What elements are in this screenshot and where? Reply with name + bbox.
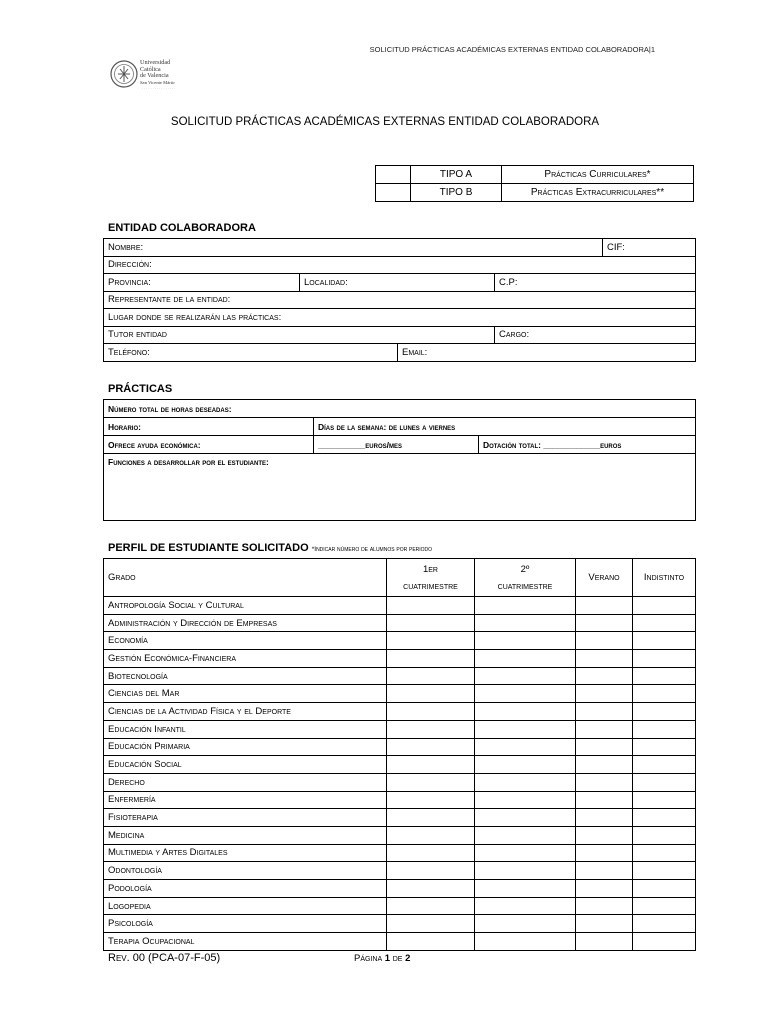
- grado-indistinto-cell[interactable]: [633, 915, 696, 933]
- university-seal-icon: [110, 58, 138, 90]
- col-verano: Verano: [576, 559, 633, 597]
- grado-indistinto-cell[interactable]: [633, 632, 696, 650]
- grado-segundo-cuatrimestre-cell[interactable]: [475, 614, 576, 632]
- grado-verano-cell[interactable]: [576, 862, 633, 880]
- grado-name: Derecho: [104, 773, 387, 791]
- grado-verano-cell[interactable]: [576, 756, 633, 774]
- grado-segundo-cuatrimestre-cell[interactable]: [475, 597, 576, 615]
- grado-segundo-cuatrimestre-cell[interactable]: [475, 738, 576, 756]
- perfil-table: [103, 558, 696, 951]
- grado-segundo-cuatrimestre-cell[interactable]: [475, 703, 576, 721]
- grado-segundo-cuatrimestre-cell[interactable]: [475, 809, 576, 827]
- grado-indistinto-cell[interactable]: [633, 650, 696, 668]
- euros-mes-field[interactable]: __________euros/mes: [314, 436, 479, 454]
- horario-field[interactable]: Horario:: [104, 418, 314, 436]
- grado-row: [104, 809, 696, 827]
- grado-name: Educación Infantil: [104, 720, 387, 738]
- grado-row: [104, 685, 696, 703]
- grado-primer-cuatrimestre-cell[interactable]: [387, 685, 475, 703]
- tipo-code: TIPO B: [411, 184, 502, 202]
- tipo-row: [376, 166, 694, 184]
- localidad-field[interactable]: Localidad:: [300, 274, 495, 292]
- grado-verano-cell[interactable]: [576, 933, 633, 951]
- grado-indistinto-cell[interactable]: [633, 933, 696, 951]
- grado-primer-cuatrimestre-cell[interactable]: [387, 756, 475, 774]
- grado-indistinto-cell[interactable]: [633, 862, 696, 880]
- grado-indistinto-cell[interactable]: [633, 597, 696, 615]
- grado-name: Psicología: [104, 915, 387, 933]
- grado-name: Gestión Económica-Financiera: [104, 650, 387, 668]
- grado-verano-cell[interactable]: [576, 685, 633, 703]
- grado-segundo-cuatrimestre-cell[interactable]: [475, 650, 576, 668]
- grado-segundo-cuatrimestre-cell[interactable]: [475, 791, 576, 809]
- grado-segundo-cuatrimestre-cell[interactable]: [475, 880, 576, 898]
- entidad-heading: ENTIDAD COLABORADORA: [108, 222, 256, 234]
- grado-indistinto-cell[interactable]: [633, 897, 696, 915]
- tutor-field[interactable]: Tutor entidad: [104, 326, 495, 344]
- grado-name: Economía: [104, 632, 387, 650]
- logo-text: Universidad Católica de Valencia San Vicente Mártir: [140, 59, 175, 85]
- grado-verano-cell[interactable]: [576, 632, 633, 650]
- grado-primer-cuatrimestre-cell[interactable]: [387, 632, 475, 650]
- grado-row: [104, 933, 696, 951]
- grado-verano-cell[interactable]: [576, 650, 633, 668]
- grado-row: [104, 720, 696, 738]
- grado-row: [104, 650, 696, 668]
- grado-row: [104, 703, 696, 721]
- grado-indistinto-cell[interactable]: [633, 773, 696, 791]
- grado-indistinto-cell[interactable]: [633, 791, 696, 809]
- grado-row: [104, 844, 696, 862]
- grado-row: [104, 632, 696, 650]
- tipo-desc: Prácticas Extracurriculares**: [502, 184, 694, 202]
- grado-verano-cell[interactable]: [576, 703, 633, 721]
- grado-row: [104, 614, 696, 632]
- tipo-code: TIPO A: [411, 166, 502, 184]
- grado-name: Ciencias del Mar: [104, 685, 387, 703]
- grado-row: [104, 667, 696, 685]
- grado-segundo-cuatrimestre-cell[interactable]: [475, 756, 576, 774]
- grado-verano-cell[interactable]: [576, 773, 633, 791]
- grado-primer-cuatrimestre-cell[interactable]: [387, 880, 475, 898]
- grado-indistinto-cell[interactable]: [633, 720, 696, 738]
- practicas-table: [103, 399, 696, 521]
- grado-primer-cuatrimestre-cell[interactable]: [387, 897, 475, 915]
- grado-primer-cuatrimestre-cell[interactable]: [387, 703, 475, 721]
- footer-revision: Rev. 00 (PCA-07-F-05): [108, 952, 221, 964]
- perfil-note: *Indicar número de alumnos por periodo: [311, 546, 433, 553]
- grado-indistinto-cell[interactable]: [633, 756, 696, 774]
- grado-segundo-cuatrimestre-cell[interactable]: [475, 915, 576, 933]
- grado-row: [104, 738, 696, 756]
- grado-row: [104, 597, 696, 615]
- grado-name: Medicina: [104, 826, 387, 844]
- grado-name: Antropología Social y Cultural: [104, 597, 387, 615]
- grado-name: Educación Primaria: [104, 738, 387, 756]
- col-primer-cuatrimestre: 1er cuatrimestre: [387, 559, 475, 597]
- grado-verano-cell[interactable]: [576, 826, 633, 844]
- grado-name: Logopedia: [104, 897, 387, 915]
- grado-indistinto-cell[interactable]: [633, 685, 696, 703]
- grado-primer-cuatrimestre-cell[interactable]: [387, 791, 475, 809]
- grado-verano-cell[interactable]: [576, 738, 633, 756]
- grado-indistinto-cell[interactable]: [633, 809, 696, 827]
- grado-primer-cuatrimestre-cell[interactable]: [387, 826, 475, 844]
- grado-name: Educación Social: [104, 756, 387, 774]
- telefono-field[interactable]: Teléfono:: [104, 344, 398, 362]
- document-title: SOLICITUD PRÁCTICAS ACADÉMICAS EXTERNAS ENTIDAD COLABORADORA: [170, 116, 600, 128]
- grado-row: [104, 862, 696, 880]
- representante-field[interactable]: Representante de la entidad:: [104, 291, 696, 309]
- footer-page: Página 1 de 2: [354, 953, 411, 964]
- grado-segundo-cuatrimestre-cell[interactable]: [475, 897, 576, 915]
- provincia-field[interactable]: Provincia:: [104, 274, 300, 292]
- grado-name: Biotecnología: [104, 667, 387, 685]
- lugar-field[interactable]: Lugar donde se realizarán las prácticas:: [104, 309, 696, 327]
- grado-indistinto-cell[interactable]: [633, 667, 696, 685]
- tipo-row: [376, 184, 694, 202]
- col-grado: Grado: [104, 559, 387, 597]
- dias-field[interactable]: Días de la semana: de lunes a viernes: [314, 418, 696, 436]
- col-indistinto: Indistinto: [633, 559, 696, 597]
- grado-segundo-cuatrimestre-cell[interactable]: [475, 844, 576, 862]
- grado-verano-cell[interactable]: [576, 667, 633, 685]
- grado-row: [104, 915, 696, 933]
- dotacion-field[interactable]: Dotación total: ____________euros: [479, 436, 696, 454]
- grado-primer-cuatrimestre-cell[interactable]: [387, 862, 475, 880]
- tipo-check-cell[interactable]: [376, 184, 411, 202]
- direccion-field[interactable]: Dirección:: [104, 256, 696, 274]
- grado-primer-cuatrimestre-cell[interactable]: [387, 933, 475, 951]
- col-segundo-cuatrimestre: 2º cuatrimestre: [475, 559, 576, 597]
- grado-indistinto-cell[interactable]: [633, 844, 696, 862]
- tipo-table: [375, 165, 694, 202]
- university-logo: [110, 58, 200, 94]
- grado-indistinto-cell[interactable]: [633, 826, 696, 844]
- grado-rows: [104, 597, 696, 951]
- grado-name: Multimedia y Artes Digitales: [104, 844, 387, 862]
- grado-name: Terapia Ocupacional: [104, 933, 387, 951]
- cargo-field[interactable]: Cargo:: [495, 326, 696, 344]
- grado-indistinto-cell[interactable]: [633, 738, 696, 756]
- grado-name: Odontología: [104, 862, 387, 880]
- grado-name: Ciencias de la Actividad Física y el Deporte: [104, 703, 387, 721]
- grado-row: [104, 826, 696, 844]
- cp-field[interactable]: C.P:: [495, 274, 696, 292]
- grado-verano-cell[interactable]: [576, 720, 633, 738]
- cif-field[interactable]: CIF:: [603, 239, 696, 257]
- grado-name: Fisioterapia: [104, 809, 387, 827]
- grado-verano-cell[interactable]: [576, 809, 633, 827]
- grado-verano-cell[interactable]: [576, 614, 633, 632]
- grado-primer-cuatrimestre-cell[interactable]: [387, 720, 475, 738]
- grado-segundo-cuatrimestre-cell[interactable]: [475, 667, 576, 685]
- grado-row: [104, 880, 696, 898]
- grado-indistinto-cell[interactable]: [633, 614, 696, 632]
- grado-primer-cuatrimestre-cell[interactable]: [387, 809, 475, 827]
- grado-primer-cuatrimestre-cell[interactable]: [387, 650, 475, 668]
- grado-segundo-cuatrimestre-cell[interactable]: [475, 826, 576, 844]
- grado-name: Enfermería: [104, 791, 387, 809]
- grado-indistinto-cell[interactable]: [633, 880, 696, 898]
- tipo-desc: Prácticas Curriculares*: [502, 166, 694, 184]
- entidad-table: [103, 238, 696, 362]
- email-field[interactable]: Email:: [398, 344, 696, 362]
- grado-verano-cell[interactable]: [576, 597, 633, 615]
- grado-row: [104, 791, 696, 809]
- grado-primer-cuatrimestre-cell[interactable]: [387, 667, 475, 685]
- grado-segundo-cuatrimestre-cell[interactable]: [475, 933, 576, 951]
- grado-indistinto-cell[interactable]: [633, 703, 696, 721]
- grado-verano-cell[interactable]: [576, 915, 633, 933]
- grado-segundo-cuatrimestre-cell[interactable]: [475, 773, 576, 791]
- tipo-check-cell[interactable]: [376, 166, 411, 184]
- grado-row: [104, 773, 696, 791]
- grado-primer-cuatrimestre-cell[interactable]: [387, 597, 475, 615]
- grado-primer-cuatrimestre-cell[interactable]: [387, 738, 475, 756]
- grado-segundo-cuatrimestre-cell[interactable]: [475, 720, 576, 738]
- grado-segundo-cuatrimestre-cell[interactable]: [475, 862, 576, 880]
- logo-tagline: · · · · · · · · · · · · · · · ·: [142, 87, 176, 91]
- grado-primer-cuatrimestre-cell[interactable]: [387, 915, 475, 933]
- grado-row: [104, 756, 696, 774]
- grado-primer-cuatrimestre-cell[interactable]: [387, 773, 475, 791]
- grado-row: [104, 897, 696, 915]
- perfil-heading: PERFIL DE ESTUDIANTE SOLICITADO *Indicar número de alumnos por periodo: [108, 542, 433, 554]
- grado-verano-cell[interactable]: [576, 880, 633, 898]
- grado-verano-cell[interactable]: [576, 791, 633, 809]
- ayuda-label: Ofrece ayuda económica:: [104, 436, 314, 454]
- horas-field[interactable]: Número total de horas deseadas:: [104, 400, 696, 418]
- grado-verano-cell[interactable]: [576, 897, 633, 915]
- grado-verano-cell[interactable]: [576, 844, 633, 862]
- grado-name: Administración y Dirección de Empresas: [104, 614, 387, 632]
- running-header: SOLICITUD PRÁCTICAS ACADÉMICAS EXTERNAS ENTIDAD COLABORADORA|1: [369, 45, 655, 54]
- funciones-field[interactable]: Funciones a desarrollar por el estudiante:: [104, 454, 696, 521]
- grado-segundo-cuatrimestre-cell[interactable]: [475, 632, 576, 650]
- practicas-heading: PRÁCTICAS: [108, 383, 173, 395]
- grado-primer-cuatrimestre-cell[interactable]: [387, 614, 475, 632]
- grado-segundo-cuatrimestre-cell[interactable]: [475, 685, 576, 703]
- grado-name: Podología: [104, 880, 387, 898]
- nombre-field[interactable]: Nombre:: [104, 239, 603, 257]
- grado-primer-cuatrimestre-cell[interactable]: [387, 844, 475, 862]
